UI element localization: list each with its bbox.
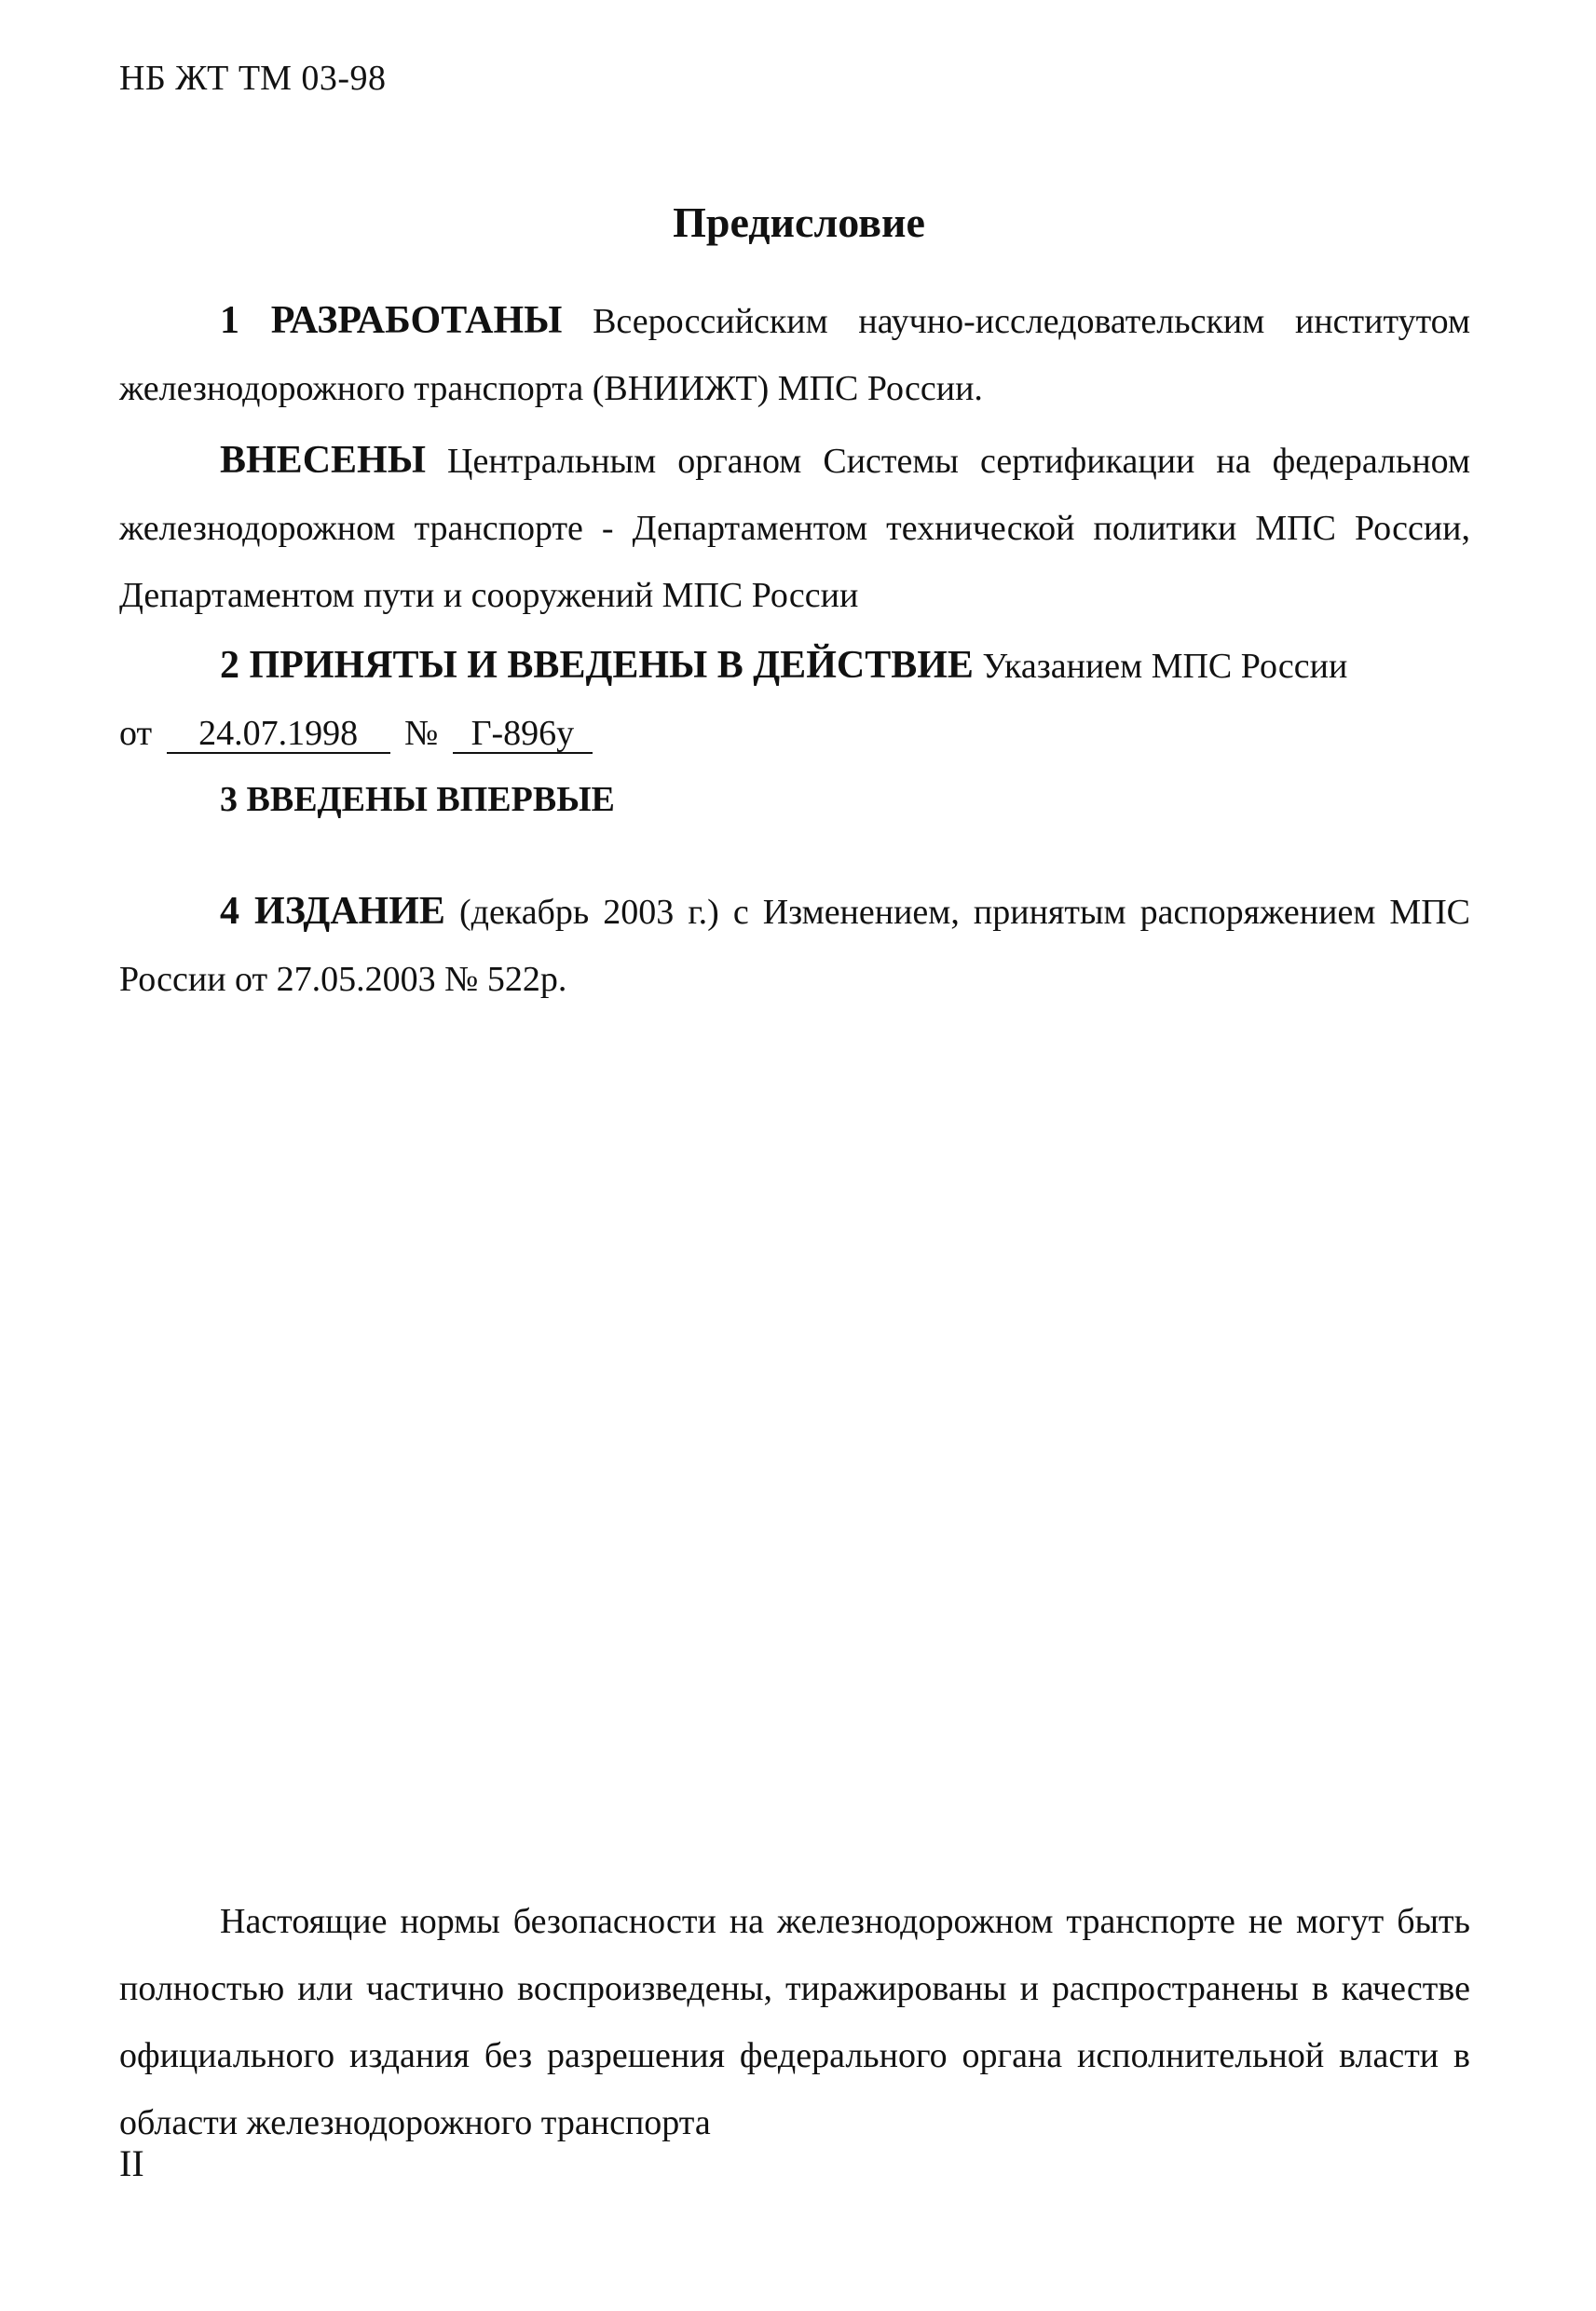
copyright-notice (119, 1888, 1470, 2156)
adopted-text: Указанием МПС России (982, 647, 1348, 686)
edition-text: (декабрь 2003 г.) с Изменением, принятым распоряжением МПС России от 27.05.2003 № 522р. (119, 893, 1470, 999)
copyright-notice-text: Настоящие нормы безопасности на железнодорожном транспорте не могут быть полностью или частично воспроизведены, тиражированы и распространены в качестве официального издания без разрешения федерального органа исполнительной власти в области железнодорожного транспорта (119, 1902, 1470, 2142)
edition-label: 4 ИЗДАНИЕ (220, 890, 445, 933)
adopted-date: 24.07.1998 (167, 715, 390, 754)
adopted-number: Г-896у (453, 715, 593, 754)
adopted-details-line (119, 700, 1470, 767)
introduced-paragraph (119, 427, 1470, 629)
adopted-paragraph (119, 632, 1470, 767)
introduced-label: ВНЕСЕНЫ (220, 439, 426, 482)
introduced-text: Центральным органом Системы сертификации на федеральном железнодорожном транспорте - Департаментом технической политики МПС России, Департаментом пути и сооружений МПС России (119, 442, 1471, 615)
page-number: II (119, 2142, 144, 2184)
edition-paragraph (119, 878, 1470, 1013)
page-title: Предисловие (673, 198, 925, 246)
document-code: НБ ЖТ ТМ 03-98 (119, 59, 387, 98)
first-introduced-paragraph (119, 766, 1470, 833)
first-introduced-label: 3 ВВЕДЕНЫ ВПЕРВЫЕ (220, 780, 615, 819)
adopted-from-label: от (119, 714, 153, 753)
developed-text: Всероссийским научно-исследовательским институтом железнодорожного транспорта (ВНИИЖТ) МПС России. (119, 302, 1470, 408)
adopted-number-label: № (404, 714, 439, 753)
adopted-label: 2 ПРИНЯТЫ И ВВЕДЕНЫ В ДЕЙСТВИЕ (220, 644, 974, 687)
developed-paragraph (119, 287, 1470, 422)
developed-label: 1 РАЗРАБОТАНЫ (220, 299, 563, 342)
